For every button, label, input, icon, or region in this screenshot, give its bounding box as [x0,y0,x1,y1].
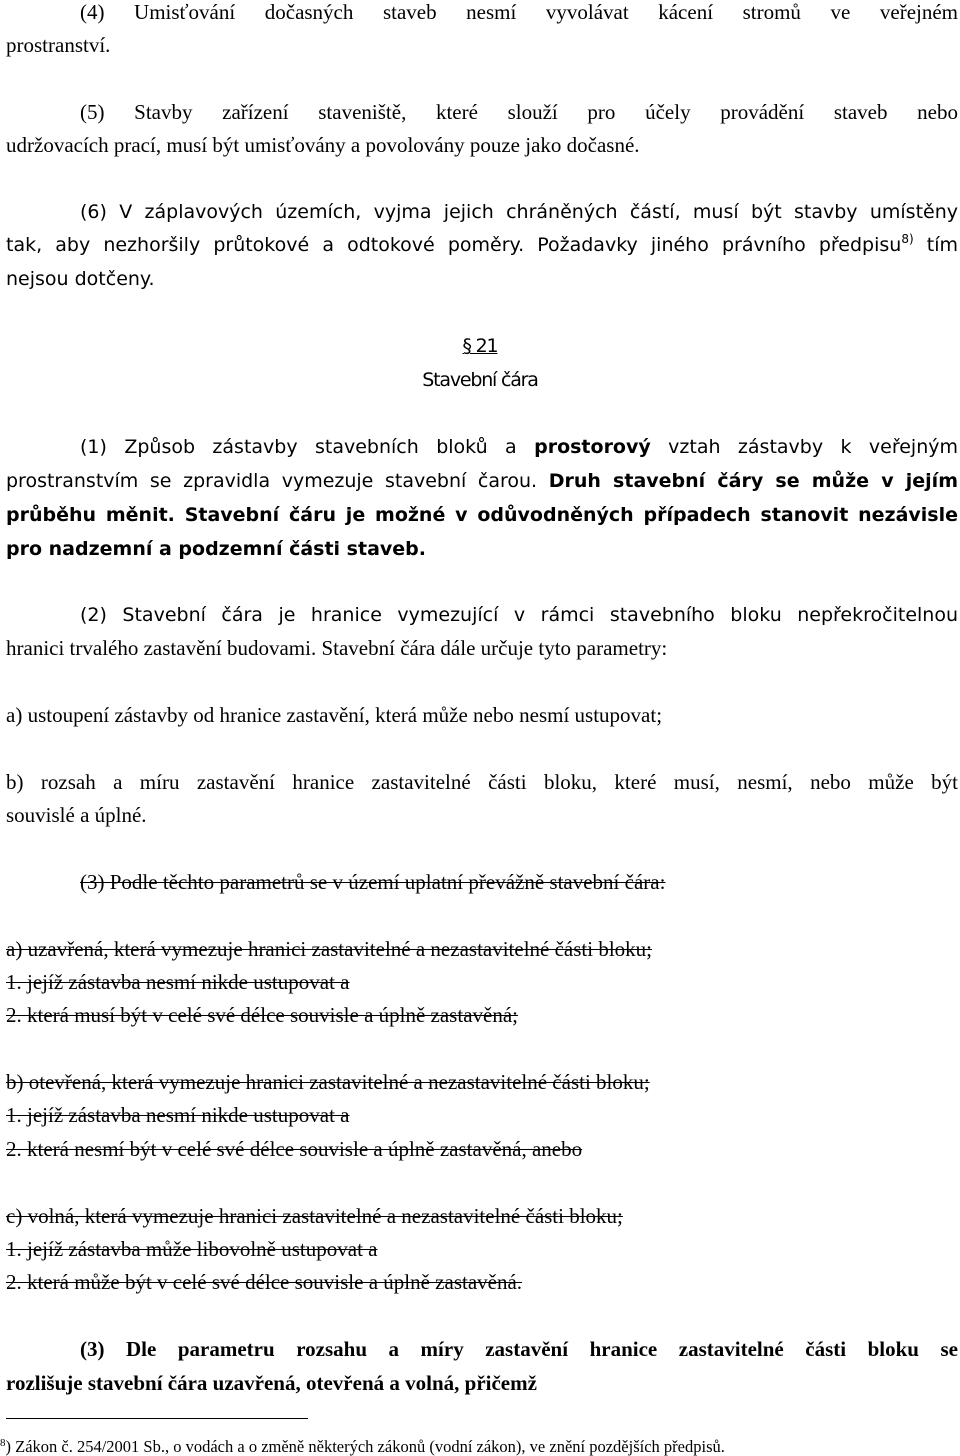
paragraph-5-line-1: (5) Stavby zařízení staveniště, které slouží pro účely provádění staveb nebo [80,100,958,124]
subsection-1-line-1: (1) Způsob zástavby stavebních bloků a prostorový vztah zástavby k veřejným [80,436,959,458]
struck-subsection-3-intro: (3) Podle těchto parametrů se v území uplatní převážně stavební čára: [80,870,666,894]
footnote-mark: 8 [0,1437,6,1449]
paragraph-6-line-2-end: tím [913,234,958,256]
struck-item-a-2: 2. která musí být v celé své délce souvisle a úplně zastavěná; [6,1003,518,1027]
bold-insertion: Druh stavební čáry se může v jejím [548,470,958,492]
footnote-text: ) Zákon č. 254/2001 Sb., o vodách a o změně některých zákonů (vodní zákon), ve znění pozdějších předpisů. [5,1437,725,1456]
bold-insertion: prostorový [534,436,651,458]
struck-item-c-2: 2. která může být v celé své délce souvisle a úplně zastavěná. [6,1270,523,1294]
struck-item-b-1: 1. jejíž zástavba nesmí nikde ustupovat a [6,1103,350,1127]
subsection-1-line-2: prostranstvím se zpravidla vymezuje stavební čarou. Druh stavební čáry se může v jejím [6,470,958,492]
footnote [0,1438,725,1456]
subsection-2-line-1: (2) Stavební čára je hranice vymezující v rámci stavebního bloku nepřekročitelnou [80,604,958,626]
paragraph-6-line-2 [6,233,958,257]
subsection-1-line-4: pro nadzemní a podzemní části staveb. [6,538,426,560]
paragraph-4-line-2: prostranství. [6,33,111,57]
paragraph-6-line-3: nejsou dotčeny. [6,268,155,290]
struck-item-a-1: 1. jejíž zástavba nesmí nikde ustupovat a [6,970,350,994]
paragraph-4-line-1: (4) Umisťování dočasných staveb nesmí vyvolávat kácení stromů ve veřejném [80,0,958,24]
section-number: § 21 [462,335,498,357]
item-a: a) ustoupení zástavby od hranice zastavění, která může nebo nesmí ustupovat; [6,703,663,727]
struck-item-a: a) uzavřená, která vymezuje hranici zastavitelné a nezastavitelné části bloku; [6,937,653,961]
subsection-3-line-2: rozlišuje stavební čára uzavřená, otevřená a volná, přičemž [6,1371,537,1395]
struck-item-c: c) volná, která vymezuje hranici zastavitelné a nezastavitelné části bloku; [6,1204,623,1228]
subsection-1-line-3: průběhu měnit. Stavební čáru je možné v odůvodněných případech stanovit nezávisle [6,504,958,526]
footnote-reference: 8) [901,232,914,246]
subsection-3-line-1: (3) Dle parametru rozsahu a míry zastavění hranice zastavitelné části bloku se [80,1337,958,1361]
struck-item-c-1: 1. jejíž zástavba může libovolně ustupovat a [6,1237,378,1261]
item-b-line-1: b) rozsah a míru zastavění hranice zastavitelné části bloku, které musí, nesmí, nebo může být [6,770,958,794]
section-title: Stavební čára [422,369,538,391]
footnote-separator [6,1418,308,1419]
struck-item-b-2: 2. která nesmí být v celé své délce souvisle a úplně zastavěná, anebo [6,1137,583,1161]
subsection-2-line-2: hranici trvalého zastavění budovami. Stavební čára dále určuje tyto parametry: [6,636,668,660]
paragraph-5-line-2: udržovacích prací, musí být umisťovány a povolovány pouze jako dočasné. [6,133,640,157]
paragraph-6-line-2-text: tak, aby nezhoršily průtokové a odtokové poměry. Požadavky jiného právního předpisu [6,234,902,256]
paragraph-6-line-1: (6) V záplavových územích, vyjma jejich chráněných částí, musí být stavby umístěny [80,201,958,223]
struck-item-b: b) otevřená, která vymezuje hranici zastavitelné a nezastavitelné části bloku; [6,1070,650,1094]
item-b-line-2: souvislé a úplné. [6,803,147,827]
